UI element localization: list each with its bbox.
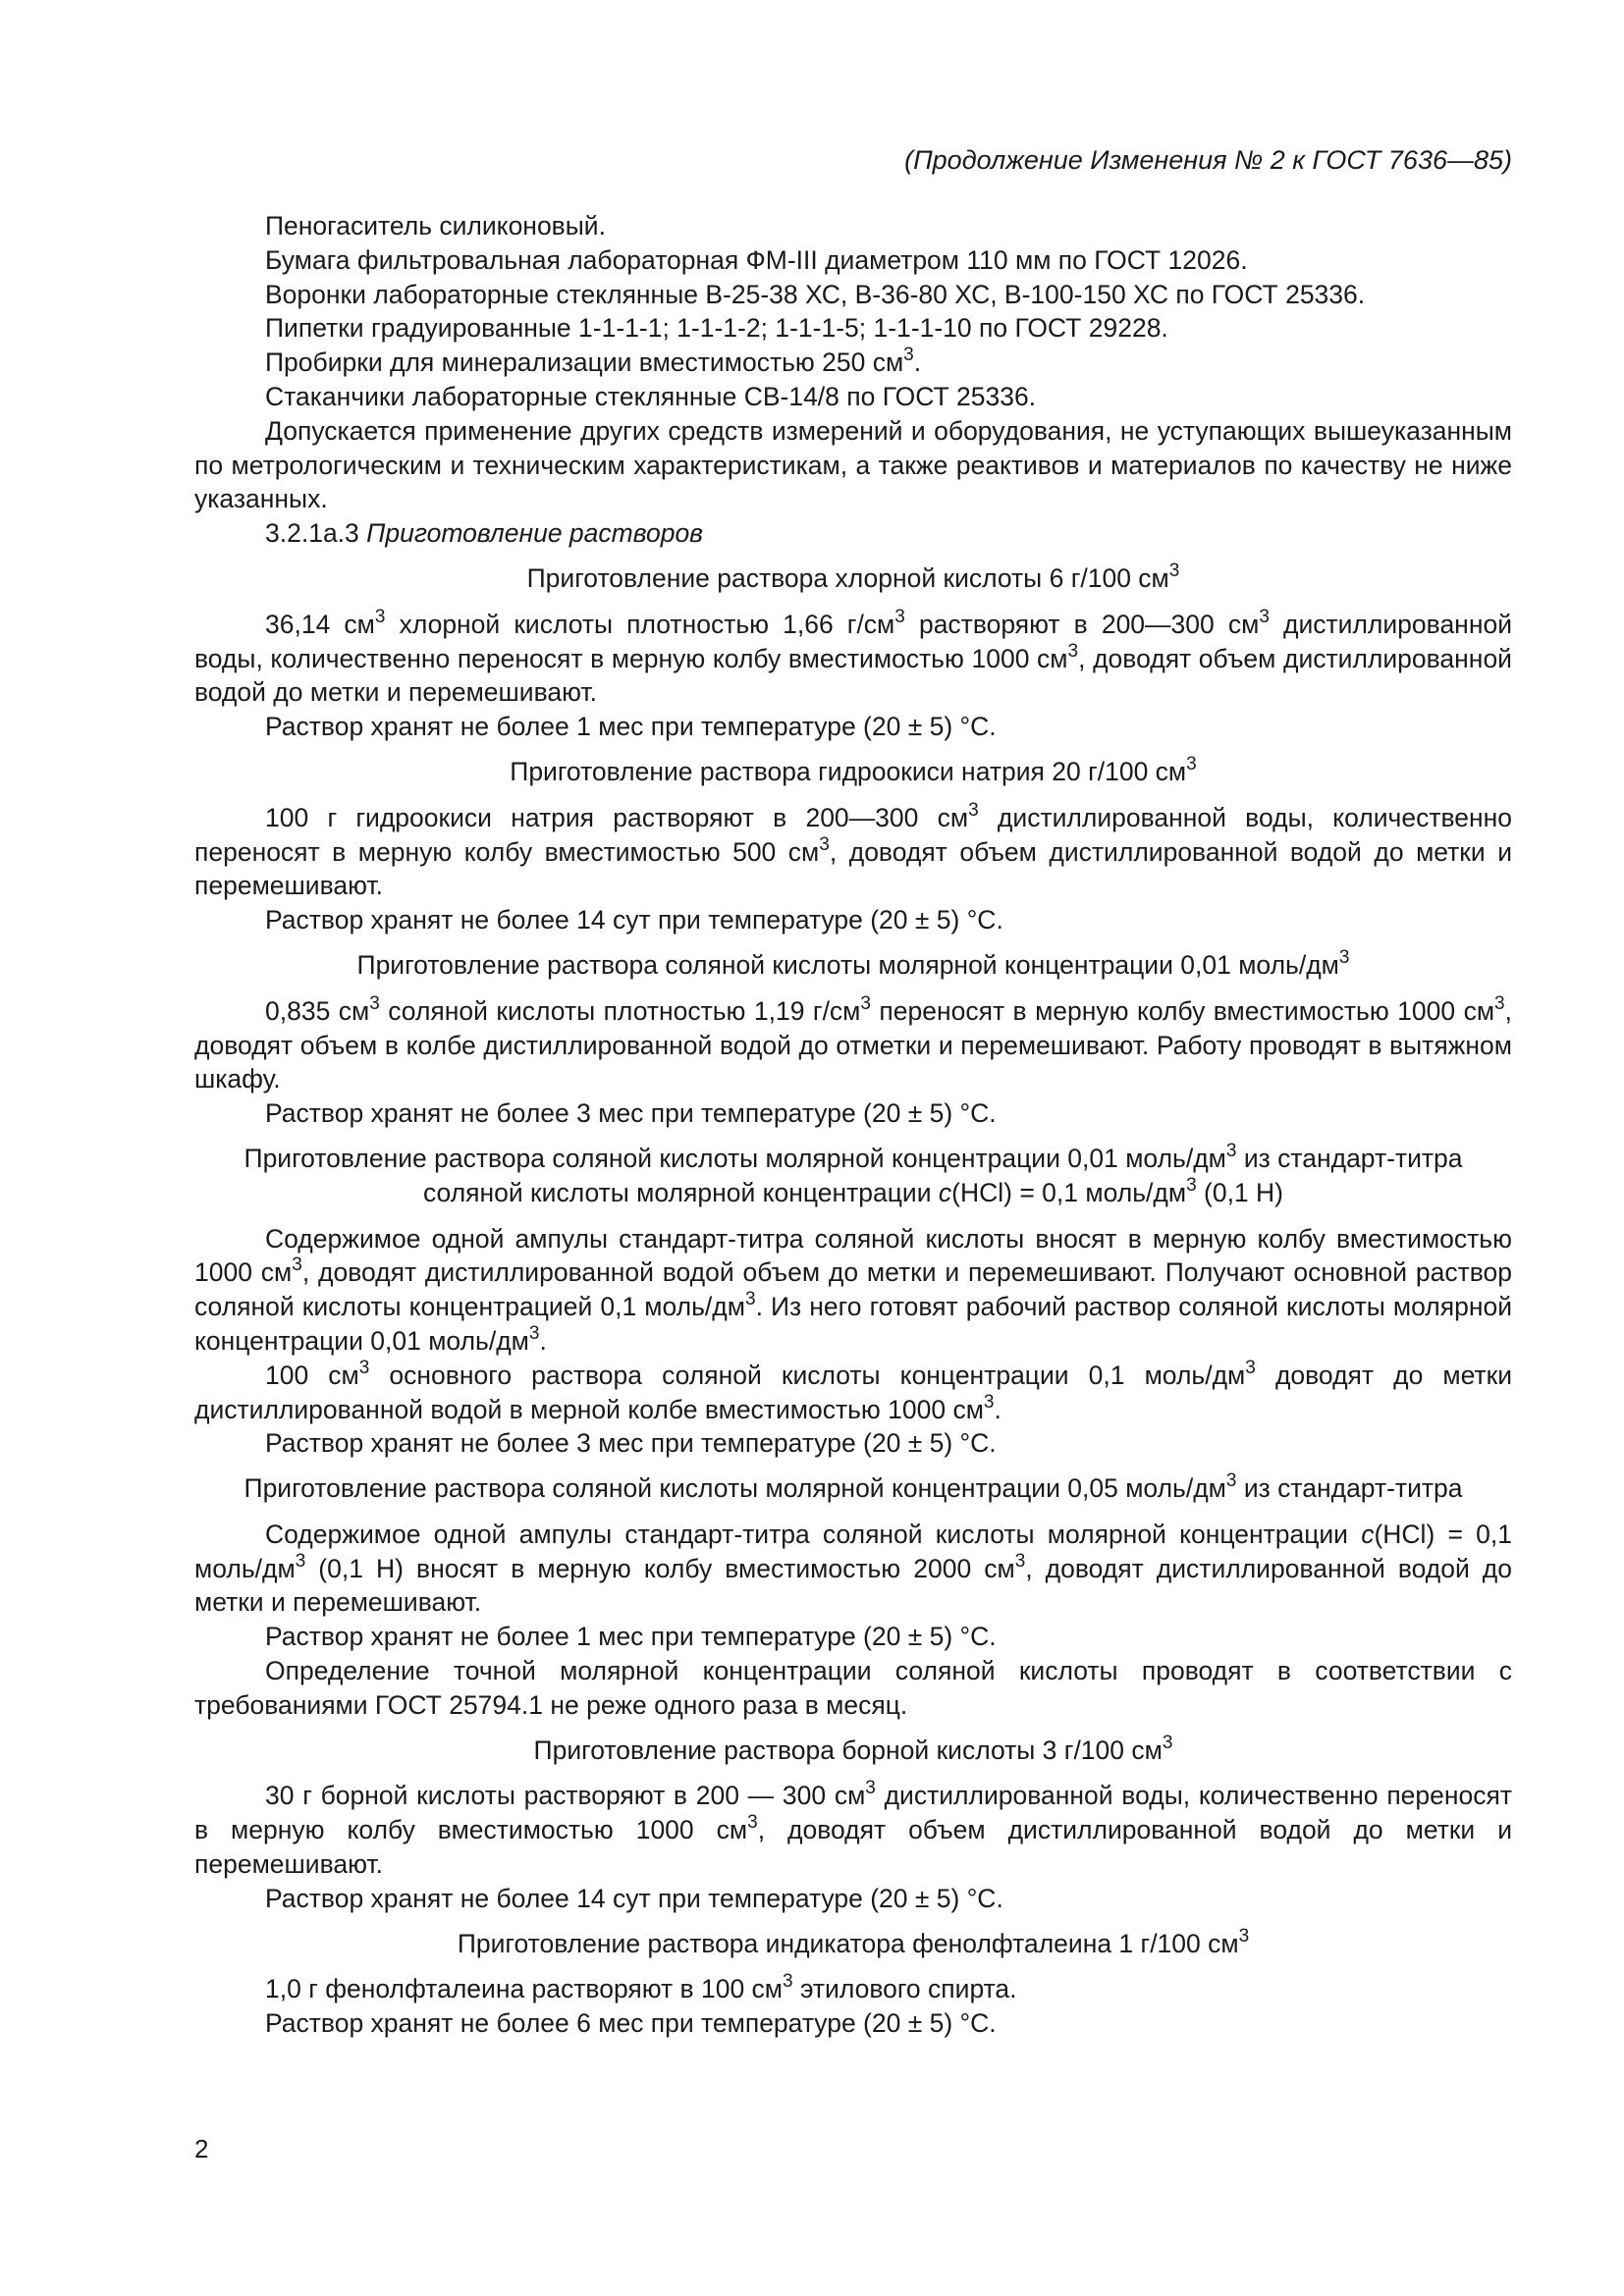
- equipment-item: Воронки лабораторные стеклянные В-25-38 ХС, В-36-80 ХС, В-100-150 ХС по ГОСТ 25336.: [265, 279, 1366, 309]
- paragraph: 1,0 г фенолфталеина растворяют в 100 $см^3$ этилового спирта.: [265, 1971, 1017, 2004]
- subsection-title: Приготовление раствора индикатора фенолфталеина 1 г/100 $см^3$: [457, 1925, 1250, 1958]
- storage-note: Раствор хранят не более 14 сут при температуре (20 ± 5) °С.: [265, 1883, 1003, 1913]
- paragraph: 30 г борной кислоты растворяют в 200 — 300 $см^3$ дистиллированной воды, количественно переносят в мерную колбу вместимостью 1000 $см^3$, доводят объем дистиллированной водой до метки и перемешивают.: [194, 1778, 1513, 1880]
- subsection-title: Приготовление раствора борной кислоты 3 г/100 $см^3$: [533, 1732, 1173, 1765]
- section-heading: 3.2.1а.3 Приготовление растворов: [265, 518, 704, 549]
- paragraph: 0,835 $см^3$ соляной кислоты плотностью 1,19 $г/см^3$ переносят в мерную колбу вместимостью 1000 $см^3$, доводят объем в колбе дистиллированной водой до отметки и перемешивают. Работу проводят в вытяжном шкафу.: [194, 992, 1512, 1095]
- storage-note: Раствор хранят не более 3 мес при температуре (20 ± 5) °С.: [265, 1098, 997, 1129]
- paragraph: 100 $см^3$ основного раствора соляной кислоты концентрации 0,1 моль/$дм^3$ доводят до метки дистиллированной водой в мерной колбе вместимостью 1000 $см^3$.: [194, 1357, 1512, 1424]
- storage-note: Раствор хранят не более 1 мес при температуре (20 ± 5) °С.: [265, 1622, 997, 1652]
- equipment-item: Бумага фильтровальная лабораторная ФМ-III диаметром 110 мм по ГОСТ 12026.: [265, 244, 1248, 275]
- storage-note: Раствор хранят не более 14 сут при температуре (20 ± 5) °С.: [265, 905, 1003, 935]
- allowance-paragraph: Допускается применение других средств измерений и оборудования, не уступающих вышеуказанным по метрологическим и техническим характеристикам, а также реактивов и материалов по качеству не ниже указанных.: [194, 415, 1512, 514]
- subsection-title: Приготовление раствора хлорной кислоты 6 г/100 $см^3$: [526, 560, 1180, 593]
- subsection-title: Приготовление раствора соляной кислоты молярной концентрации 0,01 моль/$дм^3$: [356, 946, 1350, 980]
- storage-note: Раствор хранят не более 3 мес при температуре (20 ± 5) °С.: [265, 1428, 997, 1459]
- equipment-item: Стаканчики лабораторные стеклянные СВ-14/8 по ГОСТ 25336.: [265, 381, 1037, 411]
- subsection-title: Приготовление раствора соляной кислоты молярной концентрации 0,05 моль/$дм^3$ из стандарт-титра: [244, 1470, 1463, 1504]
- document-body: [194, 209, 1512, 2041]
- equipment-item: Пеногаситель силиконовый.: [265, 211, 606, 240]
- page-number: 2: [194, 2134, 209, 2163]
- paragraph: Содержимое одной ампулы стандарт-титра соляной кислоты вносят в мерную колбу вместимостью 1000 $см^3$, доводят дистиллированной водой объем до метки и перемешивают. Получают основной раствор соляной кислоты концентрацией 0,1 моль/$дм^3$. Из него готовят рабочий раствор соляной кислоты молярной концентрации 0,01 моль/$дм^3$.: [194, 1223, 1512, 1356]
- equipment-item: Пробирки для минерализации вместимостью 250 $см^3$.: [265, 345, 922, 378]
- storage-note: Раствор хранят не более 1 мес при температуре (20 ± 5) °С.: [265, 712, 997, 742]
- running-header: (Продолжение Изменения № 2 к ГОСТ 7636—85): [904, 145, 1512, 175]
- paragraph: 36,14 $см^3$ хлорной кислоты плотностью 1,66 $г/см^3$ растворяют в 200—300 $см^3$ дистиллированной воды, количественно переносят в мерную колбу вместимостью 1000 $см^3$, доводят объем дистиллированной водой до метки и перемешивают.: [194, 606, 1512, 708]
- equipment-item: Пипетки градуированные 1-1-1-1; 1-1-1-2; 1-1-1-5; 1-1-1-10 по ГОСТ 29228.: [265, 313, 1168, 344]
- subsection-title: Приготовление раствора соляной кислоты молярной концентрации 0,01 моль/$дм^3$ из стандарт-титра соляной кислоты молярной концентрации с(HCl) = 0,1 моль/$дм^3$ (0,1 Н): [244, 1140, 1463, 1207]
- paragraph: 100 г гидроокиси натрия растворяют в 200—300 $см^3$ дистиллированной воды, количественно переносят в мерную колбу вместимостью 500 $см^3$, доводят объем дистиллированной водой до метки и перемешивают.: [194, 799, 1512, 901]
- paragraph: Содержимое одной ампулы стандарт-титра соляной кислоты молярной концентрации с(HCl) = 0,1 моль/$дм^3$ (0,1 Н) вносят в мерную колбу вместимостью 2000 $см^3$, доводят дистиллированной водой до метки и перемешивают.: [194, 1519, 1512, 1618]
- storage-note: Раствор хранят не более 6 мес при температуре (20 ± 5) °С.: [265, 2008, 997, 2039]
- paragraph: Определение точной молярной концентрации соляной кислоты проводят в соответствии с требованиями ГОСТ 25794.1 не реже одного раза в месяц.: [194, 1656, 1512, 1720]
- subsection-title: Приготовление раствора гидроокиси натрия 20 г/100 $см^3$: [510, 753, 1197, 786]
